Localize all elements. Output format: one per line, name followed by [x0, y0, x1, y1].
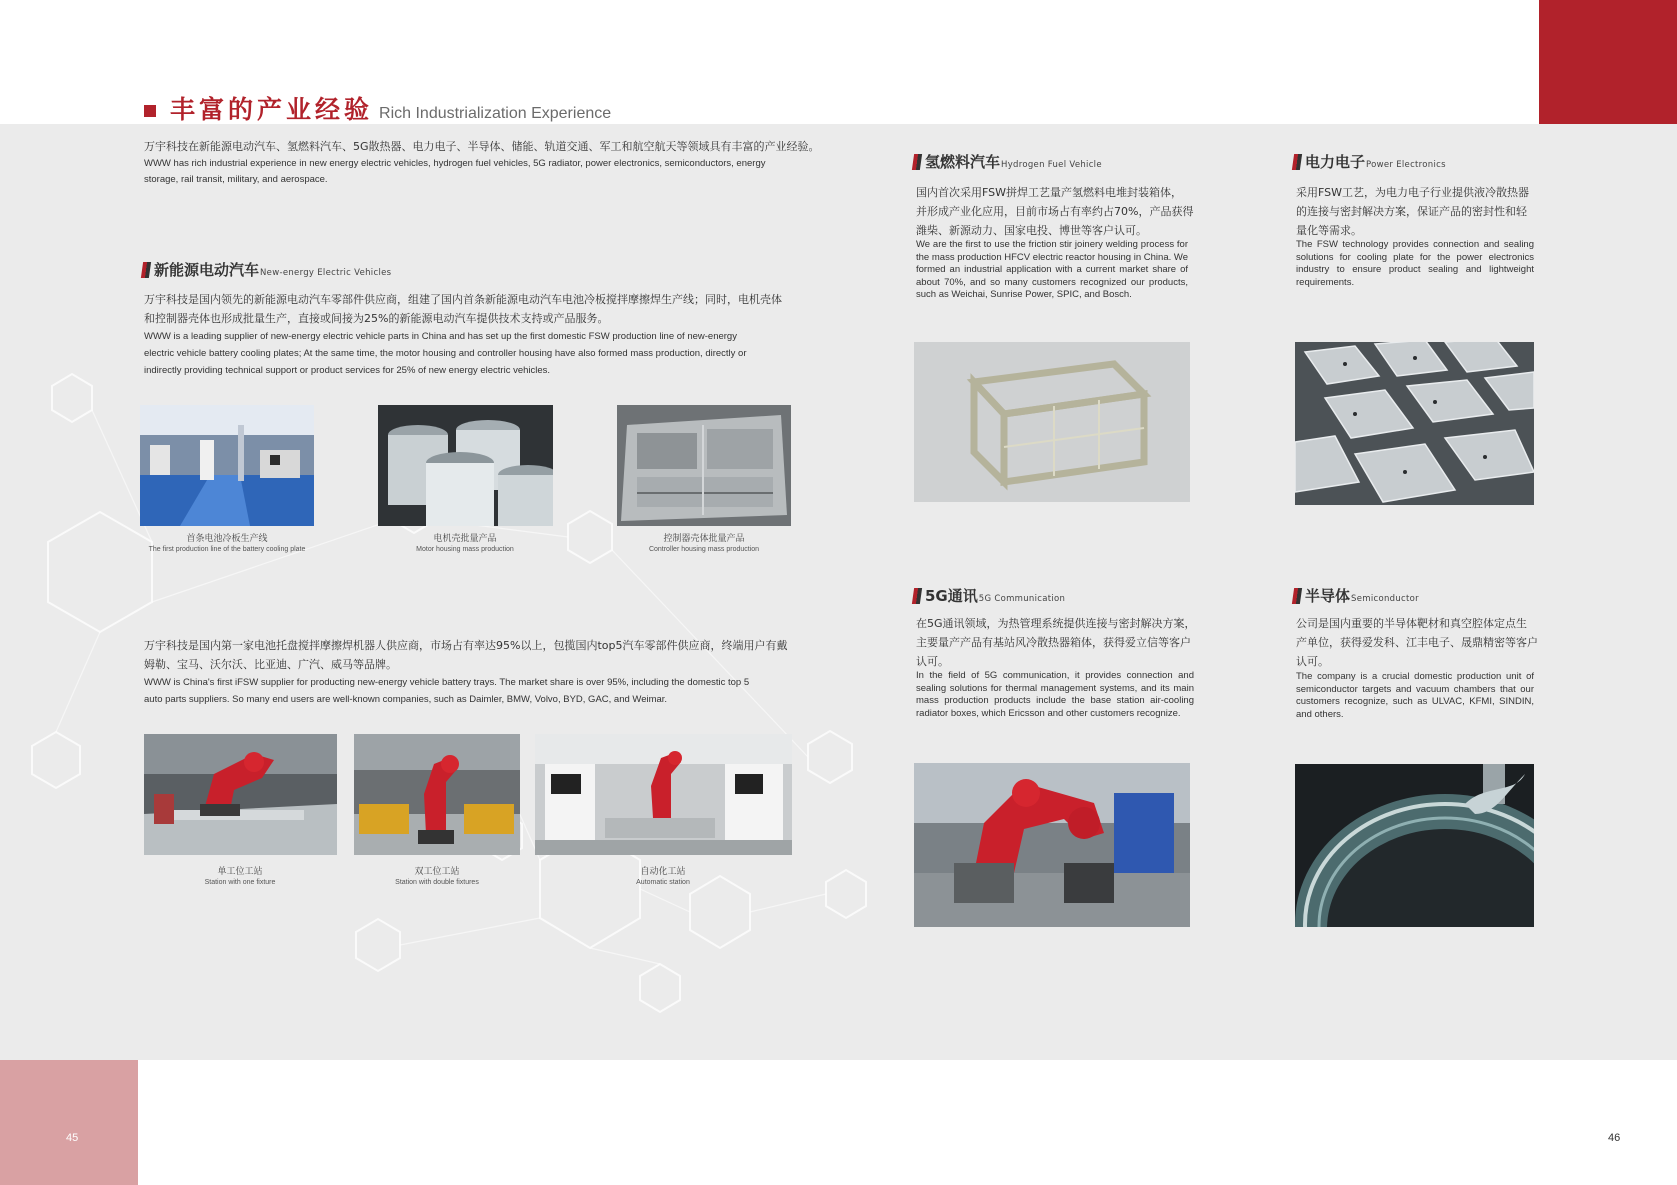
g5-text-zh-line2: 主要量产产品有基站风冷散热器箱体，获得爱立信等客户: [916, 636, 1191, 649]
caption-single-station: [150, 866, 330, 887]
power-text-zh-line2: 的连接与密封解决方案，保证产品的密封性和轻: [1296, 205, 1527, 218]
caption-zh: 双工位工站: [414, 867, 460, 877]
caption-en: Motor housing mass production: [416, 546, 514, 553]
caption-zh: 自动化工站: [640, 867, 686, 877]
accent-block-top-right: [1539, 0, 1677, 124]
robot-text-zh-line2: 姆勒、宝马、沃尔沃、比亚迪、广汽、威马等品牌。: [144, 658, 397, 671]
section-heading-power: [1293, 151, 1446, 172]
photo-controller-housing: [617, 405, 791, 526]
heading-bar-icon: [912, 588, 922, 604]
g5-text-en: In the field of 5G communication, it provides connection and sealing solutions for thermal management systems, and its main mass production products include the base station air-cooling radiator boxes, which Ericsson and other customers recognize.: [916, 670, 1194, 719]
power-text-zh-line3: 量化等需求。: [1296, 224, 1362, 237]
nev-text-zh-line1: 万宇科技是国内领先的新能源电动汽车零部件供应商，组建了国内首条新能源电动汽车电池冷板搅拌摩擦焊生产线；同时，电机壳体: [144, 293, 782, 306]
caption-double-station: [347, 866, 527, 887]
photo-single-station: [144, 734, 337, 855]
nev-text-en-line2: electric vehicle battery cooling plates; At the same time, the motor housing and controller housing have also formed mass production, directly or: [144, 348, 747, 359]
caption-zh: 首条电池冷板生产线: [186, 534, 268, 544]
caption-automatic-station: [573, 866, 753, 887]
section-title-zh: 5G通讯: [925, 587, 978, 605]
title-square-icon: [144, 105, 156, 117]
hydrogen-text-zh-line2: 并形成产业化应用，目前市场占有率约占70%，产品获得: [916, 205, 1194, 218]
photo-hydrogen-housing: [914, 342, 1190, 502]
nev-text-zh-line2: 和控制器壳体也形成批量生产，直接或间接为25%的新能源电动汽车提供技术支持或产品服务。: [144, 312, 609, 325]
section-heading-hydrogen: [913, 151, 1102, 172]
nev-text-en-line1: WWW is a leading supplier of new-energy electric vehicle parts in China and has set up the first domestic FSW production line of new-energy: [144, 331, 737, 342]
g5-text-zh-line3: 认可。: [916, 655, 949, 668]
caption-battery-cooling-line: [137, 533, 317, 554]
section-title-en: 5G Communication: [978, 594, 1066, 604]
page-title: [144, 90, 611, 126]
caption-zh: 电机壳批量产品: [433, 534, 497, 544]
caption-en: Station with one fixture: [204, 879, 276, 886]
photo-semiconductor-machining: [1295, 764, 1534, 927]
section-title-en: New-energy Electric Vehicles: [260, 268, 392, 278]
accent-block-bottom-left: [0, 1060, 138, 1185]
section-heading-5g: [913, 585, 1065, 606]
hydrogen-text-en: We are the first to use the friction stir joinery welding process for the mass production HFCV electric reactor housing in China. We formed an industrial application with a current market share of about 70%, and so many customers recognized our products, such as Weichai, Sunrise Power, SPIC, and Bosch.: [916, 239, 1188, 300]
robot-text-en-line1: WWW is China's first iFSW supplier for producting new-energy vehicle battery trays. The market share is over 95%, including the domestic top 5: [144, 677, 750, 688]
section-heading-semiconductor: [1293, 585, 1419, 606]
caption-en: Station with double fixtures: [395, 879, 479, 886]
section-title-zh: 氢燃料汽车: [925, 153, 1001, 171]
page-number-left: 45: [66, 1132, 79, 1144]
intro-text-en-line1: WWW has rich industrial experience in new energy electric vehicles, hydrogen fuel vehicles, 5G radiator, power electronics, semiconductors, energy: [144, 158, 766, 169]
g5-text-zh-line1: 在5G通讯领域，为热管理系统提供连接与密封解决方案，: [916, 617, 1196, 630]
hydrogen-text-zh-line3: 潍柴、新源动力、国家电投、博世等客户认可。: [916, 224, 1147, 237]
section-heading-nev: [142, 259, 391, 280]
section-title-en: Semiconductor: [1351, 594, 1419, 604]
caption-en: Controller housing mass production: [648, 546, 760, 553]
photo-cooling-plates: [1295, 342, 1534, 505]
robot-text-zh-line1: 万宇科技是国内第一家电池托盘搅拌摩擦焊机器人供应商，市场占有率达95%以上，包揽国内top5汽车零部件供应商，终端用户有戴: [144, 639, 788, 652]
caption-en: Automatic station: [636, 879, 690, 886]
semi-text-en: The company is a crucial domestic production unit of semiconductor targets and vacuum chambers that our customers recognize, such as ULVAC, KFMI, SINDIN, and others.: [1296, 671, 1534, 720]
power-text-zh-line1: 采用FSW工艺，为电力电子行业提供液冷散热器: [1296, 186, 1529, 199]
photo-5g-robot: [914, 763, 1190, 927]
heading-bar-icon: [141, 262, 151, 278]
intro-text-zh: 万宇科技在新能源电动汽车、氢燃料汽车、5G散热器、电力电子、半导体、储能、轨道交通、军工和航空航天等领域具有丰富的产业经验。: [144, 140, 820, 153]
photo-motor-housing: [378, 405, 553, 526]
photo-automatic-station: [535, 734, 792, 855]
section-title-en: Hydrogen Fuel Vehicle: [1001, 160, 1102, 170]
hydrogen-text-zh-line1: 国内首次采用FSW拼焊工艺量产氢燃料电堆封装箱体，: [916, 186, 1182, 199]
section-title-zh: 新能源电动汽车: [154, 261, 260, 279]
photo-battery-cooling-line: [140, 405, 314, 526]
caption-motor-housing: [375, 533, 555, 554]
page-title-en: Rich Industrialization Experience: [379, 105, 612, 122]
caption-en: The first production line of the battery cooling plate: [148, 546, 306, 553]
semi-text-zh-line3: 认可。: [1296, 655, 1329, 668]
robot-text-en-line2: auto parts suppliers. So many end users are well-known companies, such as Daimler, BMW, Volvo, BYD, GAC, and Weimar.: [144, 694, 668, 705]
photo-double-station: [354, 734, 520, 855]
heading-bar-icon: [1292, 154, 1302, 170]
caption-zh: 控制器壳体批量产品: [663, 534, 745, 544]
intro-text-en-line2: storage, rail transit, military, and aerospace.: [144, 174, 328, 185]
nev-text-en-line3: indirectly providing technical support or product services for 25% of new energy electric vehicles.: [144, 365, 551, 376]
semi-text-zh-line1: 公司是国内重要的半导体靶材和真空腔体定点生: [1296, 617, 1527, 630]
page-title-zh: 丰富的产业经验: [170, 95, 374, 124]
page-number-right: 46: [1608, 1132, 1621, 1144]
power-text-en: The FSW technology provides connection and sealing solutions for cooling plate for the power electronics industry to ensure product sealing and lightweight requirements.: [1296, 239, 1534, 288]
heading-bar-icon: [1292, 588, 1302, 604]
heading-bar-icon: [912, 154, 922, 170]
section-title-zh: 电力电子: [1305, 153, 1366, 171]
semi-text-zh-line2: 产单位，获得爱发科、江丰电子、晟鼎精密等客户: [1296, 636, 1538, 649]
caption-zh: 单工位工站: [217, 867, 263, 877]
section-title-zh: 半导体: [1305, 587, 1351, 605]
section-title-en: Power Electronics: [1366, 160, 1446, 170]
caption-controller-housing: [614, 533, 794, 554]
